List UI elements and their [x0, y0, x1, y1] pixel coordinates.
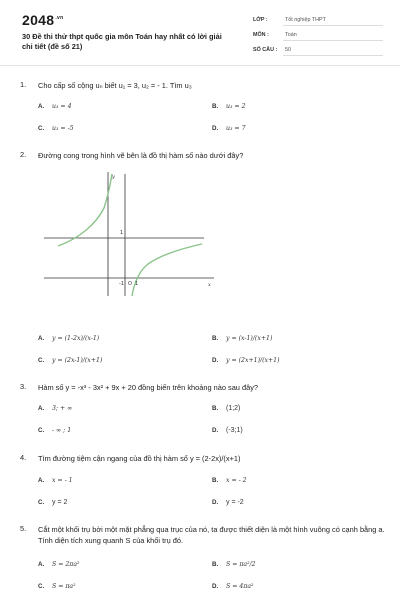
option-letter: C.: [38, 499, 45, 506]
option-text: 3; + ∞: [52, 405, 73, 412]
option-letter: D.: [212, 125, 219, 132]
question-stem: Cắt một khối trụ bởi một mặt phẳng qua trục của nó, ta được thiết diện là một hình vuông có cạnh bằng a. Tính diện tích xung quanh S của khối trụ đó.: [38, 525, 385, 545]
option-b[interactable]: [212, 334, 272, 344]
option-letter: D.: [212, 499, 219, 506]
question-number: 4.: [20, 453, 27, 462]
option-text: (1;2): [226, 405, 241, 412]
option-text: u₃ = 4: [52, 103, 72, 110]
option-text: u₃ = 7: [226, 125, 246, 132]
option-text: y = (x-1)/(x+1): [226, 335, 273, 342]
option-text: y = (2x-1)/(x+1): [52, 357, 103, 364]
option-text: u₃ = 2: [226, 103, 246, 110]
meta-label: SỐ CÂU :: [253, 47, 278, 53]
meta-count: [253, 44, 383, 56]
option-text: y = (2x+1)/(x+1): [226, 357, 280, 364]
question-stem: Tìm đường tiệm cận ngang của đồ thị hàm số y = (2-2x)/(x+1): [38, 454, 241, 463]
option-letter: A.: [38, 335, 45, 342]
option-a[interactable]: [38, 404, 72, 414]
question-stem: Hàm số y = -x³ - 3x² + 9x + 20 đồng biến trên khoảng nào sau đây?: [38, 383, 259, 392]
option-c[interactable]: [38, 582, 76, 592]
logo-suffix: .vn: [55, 15, 64, 22]
option-text: S = πa²/2: [226, 561, 256, 568]
tick-label-neg-one: -1: [119, 281, 124, 287]
option-letter: C.: [38, 583, 45, 590]
option-c[interactable]: [38, 498, 67, 508]
option-letter: B.: [212, 103, 219, 110]
curve-branch-left: [58, 174, 112, 246]
question-number: 5.: [20, 524, 27, 533]
option-letter: A.: [38, 405, 45, 412]
option-text: - ∞ ; 1: [52, 427, 72, 434]
y-axis-label: y: [112, 174, 115, 180]
option-letter: D.: [212, 583, 219, 590]
option-letter: A.: [38, 561, 45, 568]
meta-label: LỚP :: [253, 17, 268, 23]
option-b[interactable]: [212, 560, 256, 570]
option-text: S = 2πa²: [52, 561, 80, 568]
function-graph: [44, 168, 216, 298]
option-c[interactable]: [38, 426, 71, 436]
option-letter: D.: [212, 357, 219, 364]
option-d[interactable]: [212, 356, 280, 366]
option-b[interactable]: [212, 476, 247, 486]
option-letter: A.: [38, 103, 45, 110]
option-b[interactable]: [212, 102, 246, 112]
option-d[interactable]: [212, 426, 243, 436]
question-number: 2.: [20, 150, 27, 159]
option-letter: D.: [212, 427, 219, 434]
meta-class: [253, 14, 383, 26]
option-letter: C.: [38, 357, 45, 364]
option-a[interactable]: [38, 560, 80, 570]
option-text: x = - 2: [226, 477, 247, 484]
option-text: (-3;1): [226, 427, 243, 434]
option-text: x = - 1: [52, 477, 73, 484]
tick-label-top: 1: [120, 230, 124, 236]
option-d[interactable]: [212, 124, 246, 134]
option-text: S = πa²: [52, 583, 76, 590]
option-a[interactable]: [38, 476, 73, 486]
meta-subject: [253, 29, 383, 41]
option-text: u₃ = -5: [52, 125, 74, 132]
exam-title: 30 Đề thi thử thpt quốc gia môn Toán hay nhất có lời giải chi tiết (đề số 21): [22, 32, 222, 51]
option-text: y = -2: [226, 499, 244, 506]
meta-value: 50: [283, 45, 383, 56]
logo-text: 2048: [22, 12, 55, 28]
option-letter: C.: [38, 427, 45, 434]
option-a[interactable]: [38, 334, 99, 344]
option-letter: B.: [212, 405, 219, 412]
question-stem: Đường cong trong hình vẽ bên là đồ thị hàm số nào dưới đây?: [38, 151, 244, 160]
option-text: S = 4πa²: [226, 583, 254, 590]
tick-label-one: 1: [135, 281, 139, 287]
origin-label: O: [128, 281, 132, 287]
meta-label: MÔN :: [253, 32, 269, 38]
option-letter: A.: [38, 477, 45, 484]
page-header: [0, 0, 400, 66]
option-d[interactable]: [212, 498, 244, 508]
option-c[interactable]: [38, 356, 102, 366]
option-letter: B.: [212, 335, 219, 342]
site-logo[interactable]: [22, 12, 63, 28]
option-text: y = 2: [52, 499, 68, 506]
option-d[interactable]: [212, 582, 254, 592]
x-axis-label: x: [208, 282, 211, 288]
question-number: 3.: [20, 382, 27, 391]
option-letter: C.: [38, 125, 45, 132]
option-text: y = (1-2x)/(x-1): [52, 335, 100, 342]
meta-value: Tốt nghiệp THPT: [283, 15, 383, 26]
option-a[interactable]: [38, 102, 72, 112]
meta-value: Toán: [283, 30, 383, 41]
option-b[interactable]: [212, 404, 240, 414]
option-letter: B.: [212, 477, 219, 484]
option-letter: B.: [212, 561, 219, 568]
option-c[interactable]: [38, 124, 74, 134]
question-number: 1.: [20, 80, 27, 89]
question-stem: Cho cấp số cộng uₙ biết u₁ = 3, u₂ = - 1. Tìm u₃: [38, 81, 192, 90]
curve-branch-right: [132, 244, 202, 296]
